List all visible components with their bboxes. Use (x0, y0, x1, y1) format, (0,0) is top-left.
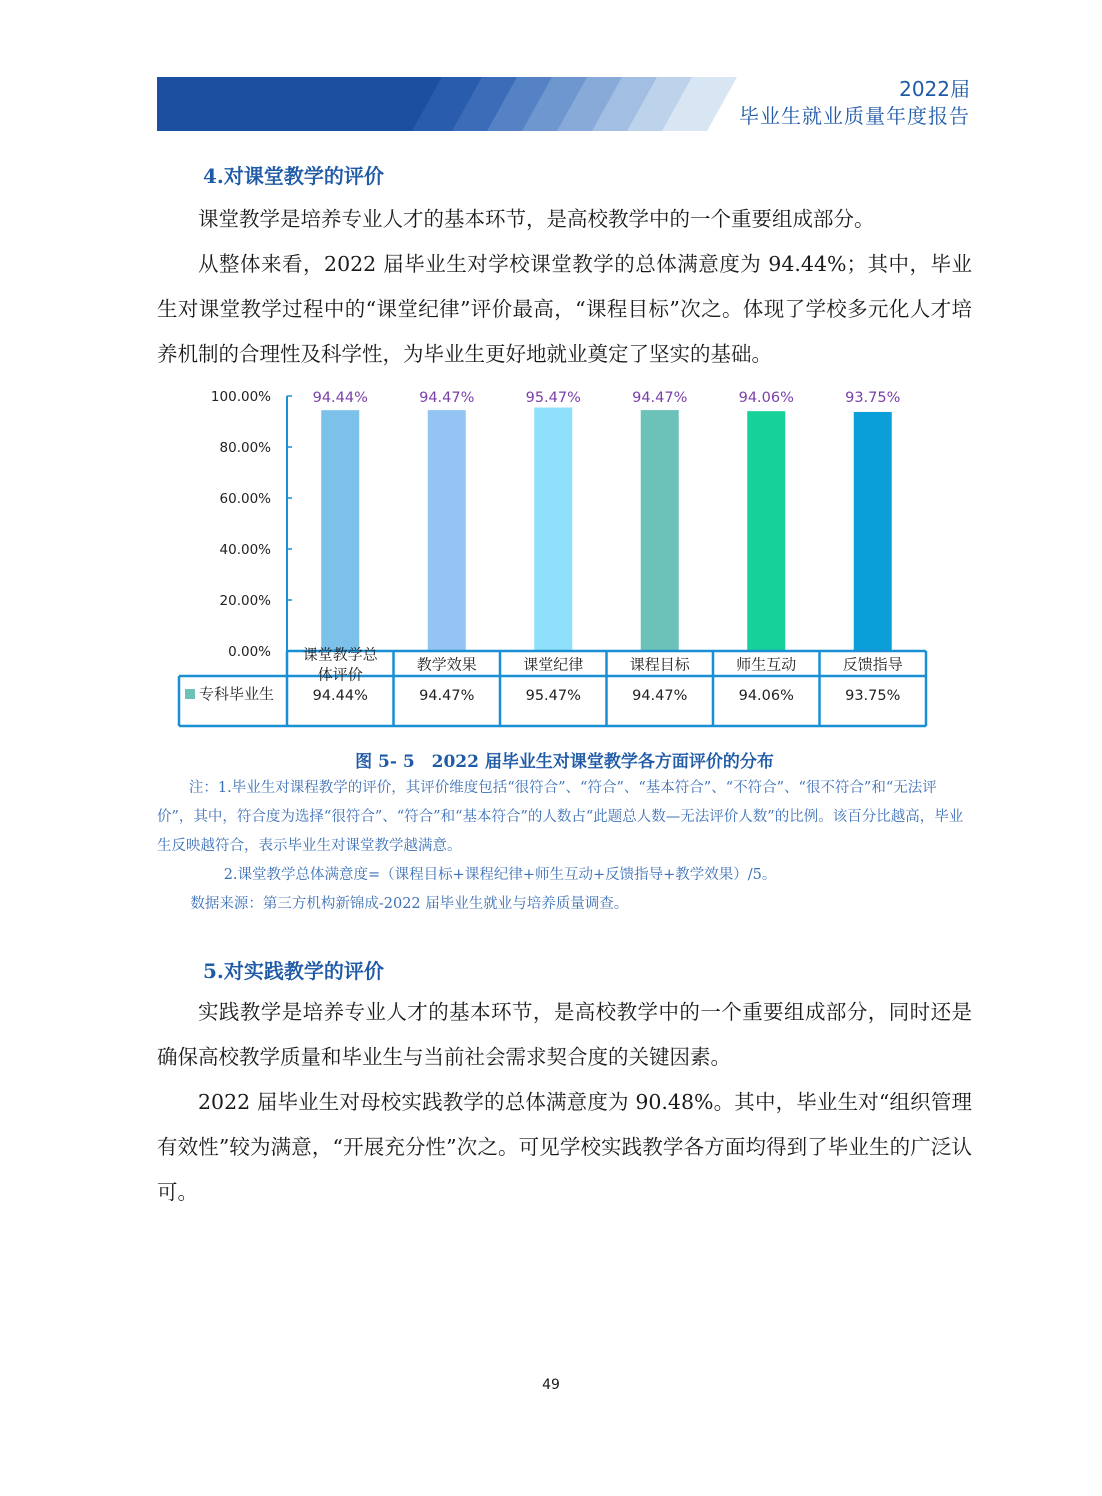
y-tick-label: 0.00% (228, 644, 271, 660)
bar (321, 410, 359, 651)
bar (534, 408, 572, 651)
table-value-cell: 94.06% (738, 688, 794, 704)
figure-note: 注：1.毕业生对课程教学的评价，其评价维度包括“很符合”、“符合”、“基本符合”、“不符合”、“很不符合”和“无法评价”，其中，符合度为选择“很符合”、“符合”和“基本符合”的人数占“此题总人数—无法评价人数”的比例。该百分比越高，毕业生反映越符合，表示毕业生对课堂教学越满意。 (157, 780, 964, 854)
bar-data-label: 93.75% (845, 390, 901, 406)
report-title (739, 76, 970, 130)
page-number: 49 (542, 1377, 560, 1393)
section-5-body (157, 990, 972, 1215)
section-5-paragraph: 2022 届毕业生对母校实践教学的总体满意度为 90.48%。其中，毕业生对“组织管理有效性”较为满意，“开展充分性”次之。可见学校实践教学各方面均得到了毕业生的广泛认可。 (157, 1090, 972, 1204)
y-tick-label: 20.00% (219, 593, 271, 609)
category-label: 反馈指导 (842, 655, 903, 674)
report-year: 2022届 (899, 77, 970, 101)
category-label: 师生互动 (736, 655, 797, 674)
section-4-paragraph: 课堂教学是培养专业人才的基本环节，是高校教学中的一个重要组成部分。 (198, 207, 875, 231)
category-label: 课堂纪律 (523, 655, 584, 674)
bar-data-label: 94.44% (312, 390, 368, 406)
figure-notes (157, 774, 972, 919)
table-value-cell: 93.75% (845, 688, 901, 704)
legend-swatch (185, 689, 195, 699)
report-name: 毕业生就业质量年度报告 (739, 104, 970, 128)
figure-caption: 图 5- 5 2022 届毕业生对课堂教学各方面评价的分布 (355, 752, 774, 772)
y-tick-label: 40.00% (219, 542, 271, 558)
table-value-cell: 94.47% (419, 688, 475, 704)
section-4-paragraph: 从整体来看，2022 届毕业生对学校课堂教学的总体满意度为 94.44%；其中，毕业生对课堂教学过程中的“课堂纪律”评价最高，“课程目标”次之。体现了学校多元化人才培养机制的合理性及科学性，为毕业生更好地就业奠定了坚实的基础。 (157, 252, 972, 366)
bar-data-label: 94.06% (738, 390, 794, 406)
bar (747, 411, 785, 651)
legend-series-name: 专科毕业生 (199, 685, 275, 703)
category-label: 课堂教学总 (302, 645, 378, 664)
evaluation-bar-chart (175, 380, 935, 730)
header-banner (157, 77, 737, 131)
figure-note: 2.课堂教学总体满意度=（课程目标+课程纪律+师生互动+反馈指导+教学效果）/5。 (223, 867, 777, 883)
category-label: 课程目标 (629, 655, 690, 674)
section-4-body (157, 197, 972, 377)
bar-data-label: 95.47% (525, 390, 581, 406)
section-4-heading: 4.对课堂教学的评价 (203, 164, 384, 188)
section-5-heading: 5.对实践教学的评价 (203, 959, 384, 983)
bar-data-label: 94.47% (632, 390, 688, 406)
table-value-cell: 95.47% (525, 688, 581, 704)
table-value-cell: 94.44% (312, 688, 368, 704)
y-tick-label: 80.00% (219, 440, 271, 456)
section-5-paragraph: 实践教学是培养专业人才的基本环节，是高校教学中的一个重要组成部分，同时还是确保高校教学质量和毕业生与当前社会需求契合度的关键因素。 (157, 1000, 972, 1069)
y-tick-label: 100.00% (210, 389, 271, 405)
bar (641, 410, 679, 651)
data-source-note: 数据来源：第三方机构新锦成-2022 届毕业生就业与培养质量调查。 (190, 896, 629, 912)
y-tick-label: 60.00% (219, 491, 271, 507)
category-label: 体评价 (317, 665, 363, 684)
bar-data-label: 94.47% (419, 390, 475, 406)
category-label: 教学效果 (416, 655, 477, 674)
bar (854, 412, 892, 651)
bar (428, 410, 466, 651)
table-value-cell: 94.47% (632, 688, 688, 704)
